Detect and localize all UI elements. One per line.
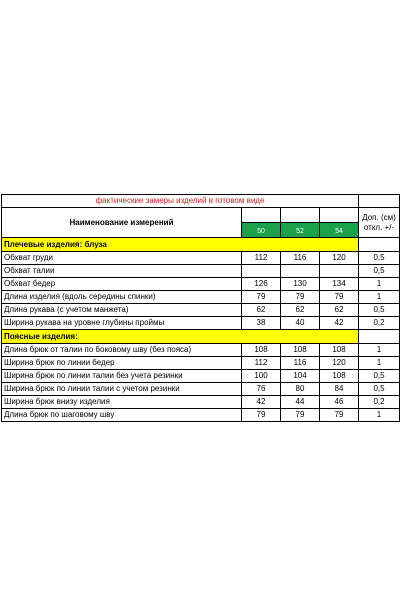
measurement-value-size-50: 38 [242, 317, 281, 330]
table-row [2, 383, 400, 396]
measurement-value-size-50: 112 [242, 357, 281, 370]
measurement-value-size-50: 100 [242, 370, 281, 383]
table-row [2, 396, 400, 409]
table-row [2, 357, 400, 370]
measurement-value-size-52: 116 [281, 357, 320, 370]
table-title: фактические замеры изделий в готовом виде [2, 195, 359, 208]
measurement-name: Ширина брюк по линии бедер [2, 357, 242, 370]
measurement-name: Длина брюк от талии по боковому шву (без пояса) [2, 344, 242, 357]
tolerance-value: 1 [359, 291, 400, 304]
measurement-name: Длина изделия (вдоль середины спинки) [2, 291, 242, 304]
measurement-value-size-50: 112 [242, 252, 281, 265]
measurement-value-size-52 [281, 265, 320, 278]
tolerance-value: 0,2 [359, 396, 400, 409]
size-spacer-2 [281, 208, 320, 223]
measurement-name: Обхват талии [2, 265, 242, 278]
column-header-tolerance [359, 208, 400, 238]
measurement-name: Длина брюк по шаговому шву [2, 409, 242, 422]
measurement-value-size-52: 62 [281, 304, 320, 317]
measurement-value-size-52: 116 [281, 252, 320, 265]
tolerance-value: 0,5 [359, 370, 400, 383]
tolerance-value: 0,5 [359, 265, 400, 278]
measurement-value-size-52: 40 [281, 317, 320, 330]
title-row [2, 195, 400, 208]
measurement-value-size-54: 84 [320, 383, 359, 396]
table-row [2, 265, 400, 278]
section-row [2, 238, 400, 252]
tolerance-value: 1 [359, 409, 400, 422]
table-row [2, 344, 400, 357]
measurement-value-size-50 [242, 265, 281, 278]
measurement-value-size-50: 42 [242, 396, 281, 409]
measurement-value-size-50: 108 [242, 344, 281, 357]
table-row [2, 409, 400, 422]
size-header-54: 54 [320, 223, 359, 238]
tolerance-value: 1 [359, 344, 400, 357]
title-blank-cell [359, 195, 400, 208]
section-title: Плечевые изделия: блуза [2, 238, 359, 252]
measurement-name: Обхват бедер [2, 278, 242, 291]
measurement-value-size-52: 79 [281, 409, 320, 422]
measurement-value-size-50: 79 [242, 291, 281, 304]
measurement-value-size-54: 46 [320, 396, 359, 409]
table-row [2, 291, 400, 304]
measurement-value-size-54: 79 [320, 409, 359, 422]
measurement-value-size-52: 108 [281, 344, 320, 357]
size-header-50: 50 [242, 223, 281, 238]
column-header-name: Наименование измерений [2, 208, 242, 238]
table-row [2, 370, 400, 383]
measurement-value-size-54: 120 [320, 357, 359, 370]
measurement-value-size-50: 126 [242, 278, 281, 291]
measurement-name: Обхват груди [2, 252, 242, 265]
table-row [2, 278, 400, 291]
measurement-value-size-54: 42 [320, 317, 359, 330]
measurement-value-size-54: 120 [320, 252, 359, 265]
measurement-name: Ширина рукава на уровне глубины проймы [2, 317, 242, 330]
tolerance-value: 1 [359, 278, 400, 291]
section-blank-cell [359, 238, 400, 252]
tolerance-value: 0,5 [359, 304, 400, 317]
tolerance-header-line2: откл. +/- [363, 222, 395, 232]
tolerance-value: 0,5 [359, 383, 400, 396]
measurement-value-size-54: 62 [320, 304, 359, 317]
section-blank-cell [359, 330, 400, 344]
tolerance-value: 0,2 [359, 317, 400, 330]
measurement-value-size-52: 130 [281, 278, 320, 291]
size-spacer-3 [320, 208, 359, 223]
tolerance-header-line1: Доп. (см) [362, 212, 396, 222]
section-row [2, 330, 400, 344]
table-row [2, 317, 400, 330]
measurement-name: Длина рукава (с учетом манжета) [2, 304, 242, 317]
measurement-value-size-50: 76 [242, 383, 281, 396]
measurement-value-size-52: 80 [281, 383, 320, 396]
measurement-name: Ширина брюк по линии талии с учетом резинки [2, 383, 242, 396]
measurement-value-size-52: 104 [281, 370, 320, 383]
table-row [2, 252, 400, 265]
measurement-value-size-52: 79 [281, 291, 320, 304]
measurement-value-size-54: 108 [320, 344, 359, 357]
measurement-value-size-50: 62 [242, 304, 281, 317]
measurement-value-size-54: 134 [320, 278, 359, 291]
measurement-value-size-52: 44 [281, 396, 320, 409]
tolerance-value: 1 [359, 357, 400, 370]
measurement-value-size-50: 79 [242, 409, 281, 422]
measurement-name: Ширина брюк по линии талии без учета резинки [2, 370, 242, 383]
measurement-value-size-54 [320, 265, 359, 278]
size-spacer-1 [242, 208, 281, 223]
measurement-value-size-54: 79 [320, 291, 359, 304]
measurements-table [1, 191, 400, 422]
size-header-52: 52 [281, 223, 320, 238]
tolerance-value: 0,5 [359, 252, 400, 265]
section-title: Поясные изделия: [2, 330, 359, 344]
measurement-value-size-54: 108 [320, 370, 359, 383]
table-row [2, 304, 400, 317]
header-row [2, 208, 400, 223]
measurement-name: Ширина брюк внизу изделия [2, 396, 242, 409]
